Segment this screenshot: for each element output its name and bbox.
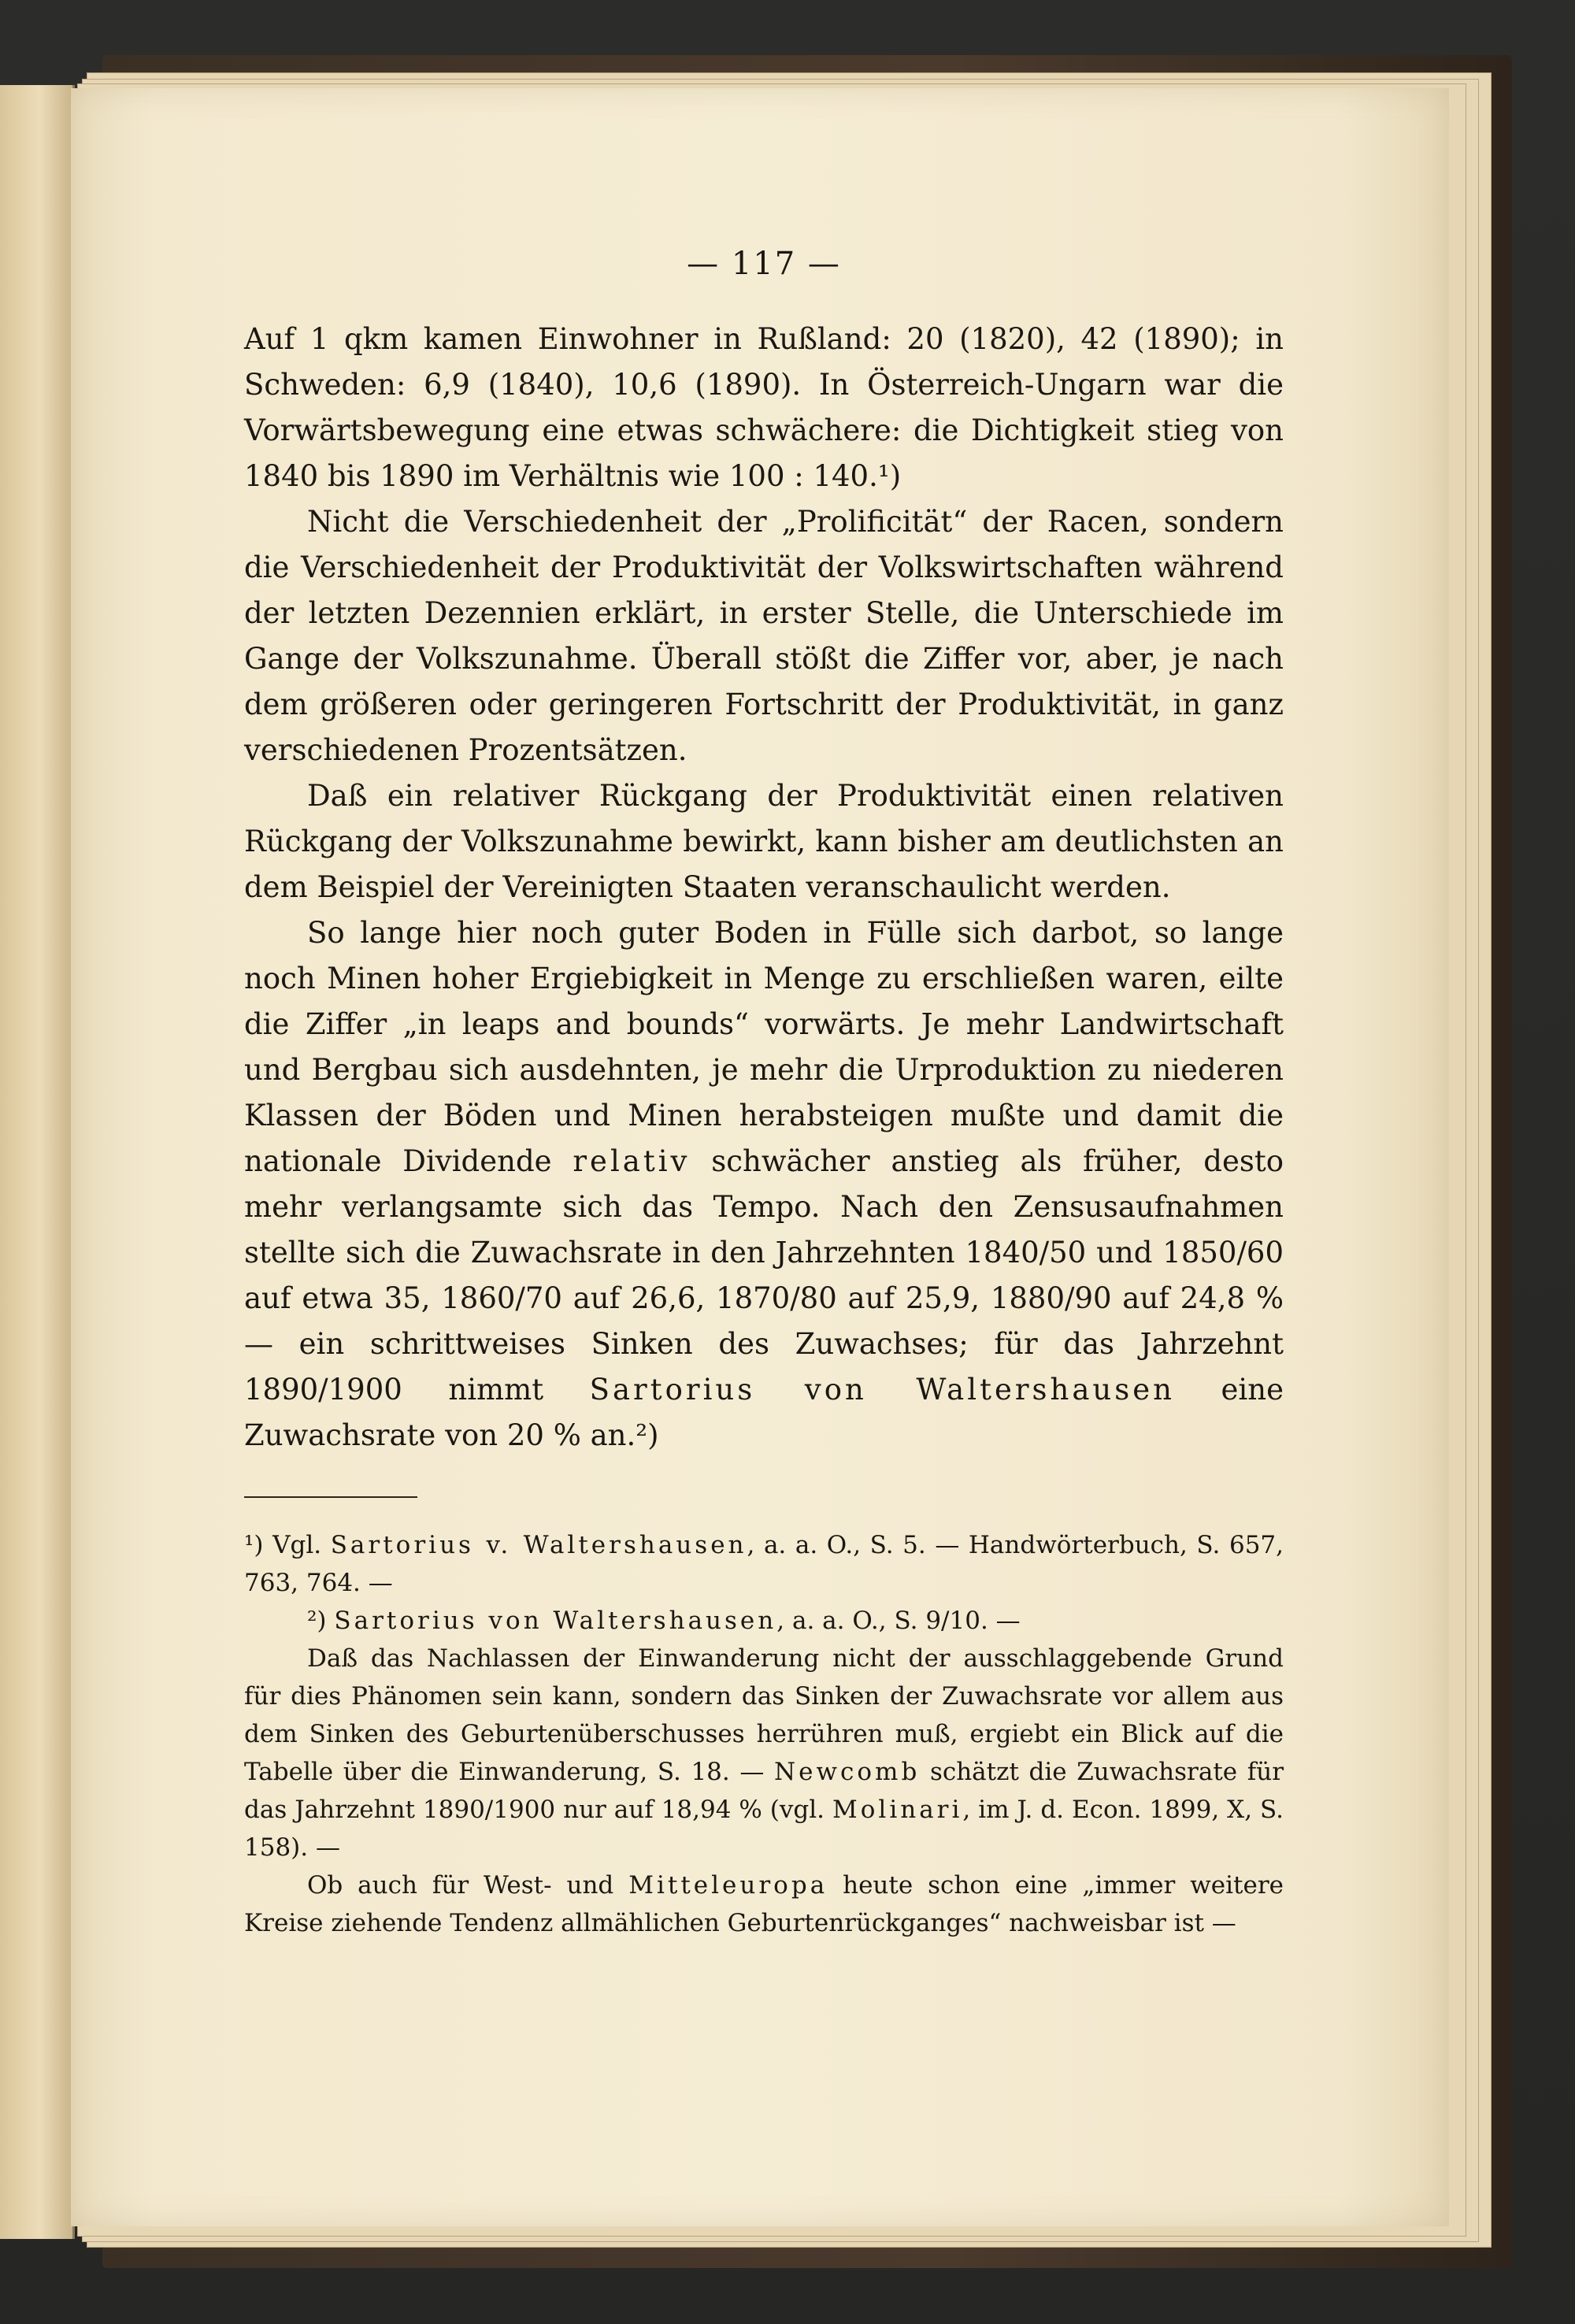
footnote-text: Ob auch für West- und	[307, 1871, 614, 1900]
footnote-text: Vgl.	[272, 1531, 322, 1559]
footnote-text: , im J. d. Econ. 1899, X, S. 158). —	[244, 1796, 1284, 1862]
paragraph-1: Auf 1 qkm kamen Einwohner in Rußland: 20 (1820), 42 (1890); in Schweden: 6,9 (1840), 10,6 (1890). In Österreich-Ungarn war die Vorwärtsbewegung eine etwas schwächere: die Dichtigkeit stieg von 1840 bis 1890 im Verhältnis wie 100 : 140.¹)	[244, 322, 1284, 493]
paragraph-3: Daß ein relativer Rückgang der Produktivität einen relativen Rückgang der Volkszunahme bewirkt, kann bisher am deutlichsten an dem Beispiel der Vereinigten Staaten veranschaulicht werden.	[244, 779, 1284, 904]
footnote-marker: ¹)	[244, 1531, 264, 1559]
footnote-text: , a. a. O., S. 9/10. —	[776, 1607, 1021, 1635]
author-name: Newcomb	[774, 1758, 921, 1786]
author-name: Sartorius v. Waltershausen	[330, 1531, 747, 1559]
footnote-text: schätzt die Zuwachsrate für das Jahrzehnt 1890/1900 nur auf 18,94 % (vgl.	[244, 1758, 1284, 1824]
paragraph-4-text-b: schwächer anstieg als früher, desto mehr verlangsamte sich das Tempo. Nach den Zensusaufnahmen stellte sich die Zuwachsrate in den Jahrzehnten 1840/50 und 1850/60 auf etwa 35, 1860/70 auf 26,6, 1870/80 auf 25,9, 1880/90 auf 24,8 % — ein schrittweises Sinken des Zuwachses; für das Jahrzehnt 1890/1900 nimmt	[244, 1144, 1284, 1407]
footnote-1	[244, 1526, 1284, 1602]
paragraph-4-text-c: eine Zuwachsrate von 20 % an.²)	[244, 1373, 1284, 1452]
footnote-2-final	[244, 1866, 1284, 1942]
paragraph-2: Nicht die Verschiedenheit der „Prolificität“ der Racen, sondern die Verschiedenheit der Produktivität der Volkswirtschaften während der letzten Dezennien erklärt, in erster Stelle, die Unterschiede im Gange der Volkszunahme. Überall stößt die Ziffer vor, aber, je nach dem größeren oder geringeren Fortschritt der Produktivität, in ganz verschiedenen Prozentsätzen.	[244, 505, 1284, 767]
page-number: — 117 —	[687, 246, 841, 282]
page-content	[244, 246, 1284, 1942]
footnote-divider	[244, 1496, 417, 1498]
footnote-text: heute schon eine „immer weitere Kreise ziehende Tendenz allmählichen Geburtenrückganges“ nachweisbar ist —	[244, 1871, 1284, 1937]
footnote-marker: ²)	[307, 1607, 327, 1635]
paragraph-4	[244, 910, 1284, 1459]
author-name: Sartorius von Waltershausen	[589, 1373, 1175, 1407]
author-name: Molinari	[832, 1796, 963, 1824]
book-page	[71, 88, 1449, 2226]
emphasis-mitteleuropa: Mitteleuropa	[628, 1871, 828, 1900]
author-name: Sartorius von Waltershausen	[334, 1607, 777, 1635]
emphasis-relativ: relativ	[573, 1144, 691, 1178]
paragraph-4-text-a: So lange hier noch guter Boden in Fülle sich darbot, so lange noch Minen hoher Ergiebigkeit in Menge zu erschließen waren, eilte die Ziffer „in leaps and bounds“ vorwärts. Je mehr Landwirtschaft und Bergbau sich ausdehnten, je mehr die Urproduktion zu niederen Klassen der Böden und Minen herabsteigen mußte und damit die nationale Dividende	[244, 916, 1284, 1178]
left-facing-page	[0, 85, 75, 2239]
footnote-text: , a. a. O., S. 5. — Handwörterbuch, S. 657, 763, 764. —	[244, 1531, 1284, 1597]
footnote-text: Daß das Nachlassen der Einwanderung nicht der ausschlaggebende Grund für dies Phänomen sein kann, sondern das Sinken der Zuwachsrate vor allem aus dem Sinken des Geburtenüberschusses herrühren muß, ergiebt ein Blick auf die Tabelle über die Einwanderung, S. 18. —	[244, 1644, 1284, 1786]
footnote-2	[244, 1602, 1284, 1640]
footnote-2-continued	[244, 1640, 1284, 1866]
